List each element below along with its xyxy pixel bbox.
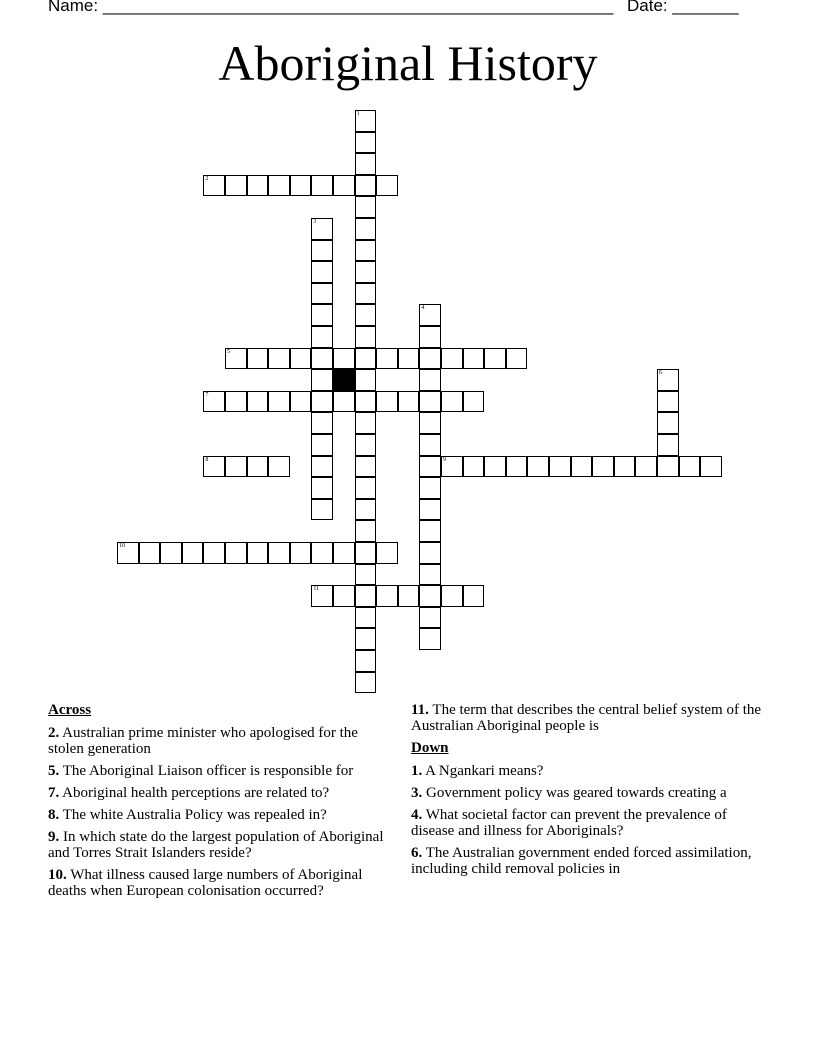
clue: [411, 845, 771, 877]
grid-cell[interactable]: [398, 585, 420, 607]
grid-cell[interactable]: [657, 369, 679, 391]
clue-number: 8.: [48, 807, 60, 823]
grid-cell[interactable]: [311, 304, 333, 326]
grid-cell[interactable]: [376, 585, 398, 607]
grid-cell[interactable]: [355, 585, 377, 607]
grid-cell[interactable]: [592, 456, 614, 478]
clue-number: 10: [119, 543, 125, 549]
grid-cell[interactable]: [355, 369, 377, 391]
grid-cell[interactable]: [355, 304, 377, 326]
grid-cell[interactable]: [225, 175, 247, 197]
clue: [411, 702, 771, 734]
grid-cell[interactable]: [268, 391, 290, 413]
grid-cell[interactable]: [160, 542, 182, 564]
across-heading: Across: [48, 702, 92, 718]
down-clue-list: [411, 763, 771, 877]
grid-cell[interactable]: [376, 175, 398, 197]
clue-text: The Australian government ended forced assimilation, including child removal policies in: [411, 845, 752, 877]
grid-cell[interactable]: [225, 348, 247, 370]
grid-cell[interactable]: [311, 477, 333, 499]
clue-number: 1: [356, 111, 360, 117]
grid-cell[interactable]: [441, 391, 463, 413]
grid-cell[interactable]: [290, 542, 312, 564]
grid-cell[interactable]: [419, 520, 441, 542]
grid-cell[interactable]: [657, 391, 679, 413]
grid-cell[interactable]: [657, 434, 679, 456]
clue-number: 2: [205, 175, 209, 182]
grid-cell[interactable]: [247, 348, 269, 370]
grid-cell[interactable]: [355, 628, 377, 650]
clue-number: 7: [205, 391, 209, 398]
grid-cell[interactable]: [311, 175, 333, 197]
clue: [48, 867, 388, 899]
grid-cell[interactable]: [355, 240, 377, 262]
grid-cell[interactable]: [355, 672, 377, 694]
grid-cell[interactable]: [311, 542, 333, 564]
grid-cell[interactable]: [419, 607, 441, 629]
grid-cell[interactable]: [419, 477, 441, 499]
grid-cell[interactable]: [549, 456, 571, 478]
clue-text: What societal factor can prevent the prevalence of disease and illness for Aboriginals?: [411, 807, 727, 839]
clue-number: 5.: [48, 763, 60, 779]
grid-cell[interactable]: [657, 412, 679, 434]
grid-cell[interactable]: [311, 240, 333, 262]
clue-text: Australian prime minister who apologised for the stolen generation: [48, 725, 358, 757]
grid-cell[interactable]: [355, 520, 377, 542]
grid-cell[interactable]: [355, 434, 377, 456]
grid-cell[interactable]: [311, 369, 333, 391]
grid-cell[interactable]: [657, 456, 679, 478]
clue-number: 11.: [411, 702, 429, 718]
grid-cell[interactable]: [333, 542, 355, 564]
grid-cell[interactable]: [333, 175, 355, 197]
name-field-label[interactable]: Name: ______________________________________________________: [48, 0, 614, 15]
clue-number: 10.: [48, 867, 67, 883]
grid-cell[interactable]: [441, 456, 463, 478]
clue: [48, 763, 388, 779]
clue-text: In which state do the largest population of Aboriginal and Torres Strait Islanders reside?: [48, 829, 384, 861]
clue-text: A Ngankari means?: [422, 763, 544, 779]
grid-cell[interactable]: [203, 175, 225, 197]
grid-cell[interactable]: [419, 348, 441, 370]
grid-cell[interactable]: [182, 542, 204, 564]
grid-cell[interactable]: [355, 499, 377, 521]
clue-text: The term that describes the central belief system of the Australian Aboriginal people is: [411, 702, 762, 734]
grid-cell[interactable]: [311, 585, 333, 607]
clue-number: 6.: [411, 845, 423, 861]
clue: [411, 763, 771, 779]
grid-cell[interactable]: [268, 175, 290, 197]
clue: [48, 829, 388, 861]
grid-cell[interactable]: [247, 391, 269, 413]
clue-number: 4: [421, 305, 425, 312]
grid-cell[interactable]: [311, 218, 333, 240]
clue-number: 2.: [48, 725, 60, 741]
clue: [48, 725, 388, 757]
clue-number: 3: [313, 219, 317, 225]
grid-cell[interactable]: [225, 456, 247, 478]
grid-cell[interactable]: [247, 175, 269, 197]
across-clues: [48, 702, 388, 905]
grid-cell[interactable]: [355, 218, 377, 240]
grid-cell[interactable]: [506, 348, 528, 370]
grid-cell[interactable]: [484, 456, 506, 478]
grid-cell[interactable]: [355, 412, 377, 434]
grid-cell[interactable]: [679, 456, 701, 478]
grid-cell[interactable]: [203, 456, 225, 478]
clue-text: Aboriginal health perceptions are related to?: [59, 785, 330, 801]
grid-cell[interactable]: [311, 499, 333, 521]
grid-cell[interactable]: [311, 434, 333, 456]
grid-cell[interactable]: [441, 348, 463, 370]
grid-cell[interactable]: [333, 348, 355, 370]
grid-cell[interactable]: [268, 348, 290, 370]
grid-cell[interactable]: [355, 283, 377, 305]
grid-cell[interactable]: [635, 456, 657, 478]
grid-cell[interactable]: [268, 456, 290, 478]
grid-cell[interactable]: [419, 542, 441, 564]
across-clue-list: [48, 725, 388, 899]
grid-cell[interactable]: [419, 499, 441, 521]
grid-cell[interactable]: [441, 585, 463, 607]
grid-cell[interactable]: [355, 110, 377, 132]
grid-cell[interactable]: [203, 542, 225, 564]
grid-cell[interactable]: [506, 456, 528, 478]
clue-number: 9.: [48, 829, 60, 845]
clue-number: 4.: [411, 807, 423, 823]
clue-text: The white Australia Policy was repealed in?: [59, 807, 327, 823]
clue-number: 9: [443, 456, 446, 463]
clue-text: What illness caused large numbers of Aboriginal deaths when European colonisation occurred?: [48, 867, 363, 899]
clue-number: 6: [659, 370, 662, 377]
grid-cell[interactable]: [376, 391, 398, 413]
grid-cell[interactable]: [203, 391, 225, 413]
grid-cell[interactable]: [419, 434, 441, 456]
grid-cell[interactable]: [355, 564, 377, 586]
grid-cell[interactable]: [117, 542, 139, 564]
grid-cell[interactable]: [355, 542, 377, 564]
grid-cell[interactable]: [484, 348, 506, 370]
grid-cell[interactable]: [355, 261, 377, 283]
grid-cell[interactable]: [290, 348, 312, 370]
grid-cell[interactable]: [398, 348, 420, 370]
grid-cell[interactable]: [355, 153, 377, 175]
black-square: [333, 369, 355, 391]
grid-cell[interactable]: [419, 412, 441, 434]
grid-cell[interactable]: [355, 348, 377, 370]
grid-cell[interactable]: [419, 585, 441, 607]
clue-number: 5: [227, 348, 230, 355]
grid-cell[interactable]: [139, 542, 161, 564]
grid-cell[interactable]: [419, 369, 441, 391]
grid-cell[interactable]: [333, 391, 355, 413]
grid-cell[interactable]: [311, 326, 333, 348]
grid-cell[interactable]: [419, 628, 441, 650]
grid-cell[interactable]: [398, 391, 420, 413]
grid-cell[interactable]: [311, 456, 333, 478]
grid-cell[interactable]: [419, 564, 441, 586]
grid-cell[interactable]: [463, 456, 485, 478]
clue: [411, 807, 771, 839]
grid-cell[interactable]: [419, 304, 441, 326]
grid-cell[interactable]: [527, 456, 549, 478]
grid-cell[interactable]: [290, 391, 312, 413]
grid-cell[interactable]: [463, 585, 485, 607]
grid-cell[interactable]: [463, 348, 485, 370]
grid-cell[interactable]: [355, 477, 377, 499]
grid-cell[interactable]: [571, 456, 593, 478]
grid-cell[interactable]: [463, 391, 485, 413]
clue: [411, 785, 771, 801]
grid-cell[interactable]: [376, 348, 398, 370]
across-clue-list-continued: [411, 702, 771, 734]
down-heading: Down: [411, 740, 449, 756]
clue-number: 8: [205, 456, 209, 463]
date-field-label[interactable]: Date: _______: [627, 0, 739, 15]
grid-cell[interactable]: [290, 175, 312, 197]
grid-cell[interactable]: [355, 607, 377, 629]
clue-number: 3.: [411, 785, 423, 801]
grid-cell[interactable]: [376, 542, 398, 564]
clue-text: Government policy was geared towards creating a: [422, 785, 727, 801]
grid-cell[interactable]: [311, 391, 333, 413]
clue-number: 11: [313, 586, 320, 593]
clue: [48, 785, 388, 801]
grid-cell[interactable]: [614, 456, 636, 478]
grid-cell[interactable]: [247, 542, 269, 564]
grid-cell[interactable]: [419, 456, 441, 478]
grid-cell[interactable]: [700, 456, 722, 478]
grid-cell[interactable]: [355, 456, 377, 478]
clue-number: 1.: [411, 763, 423, 779]
grid-cell[interactable]: [225, 542, 247, 564]
clues-right-column: [411, 702, 771, 883]
clue-number: 7.: [48, 785, 60, 801]
grid-cell[interactable]: [311, 348, 333, 370]
grid-cell[interactable]: [355, 175, 377, 197]
grid-cell[interactable]: [247, 456, 269, 478]
grid-cell[interactable]: [333, 585, 355, 607]
grid-cell[interactable]: [225, 391, 247, 413]
grid-cell[interactable]: [268, 542, 290, 564]
grid-cell[interactable]: [355, 650, 377, 672]
grid-cell[interactable]: [419, 326, 441, 348]
grid-cell[interactable]: [355, 326, 377, 348]
grid-cell[interactable]: [355, 196, 377, 218]
grid-cell[interactable]: [355, 391, 377, 413]
grid-cell[interactable]: [419, 391, 441, 413]
grid-cell[interactable]: [311, 261, 333, 283]
clue: [48, 807, 388, 823]
clue-text: The Aboriginal Liaison officer is responsible for: [59, 763, 354, 779]
grid-cell[interactable]: [355, 132, 377, 154]
grid-cell[interactable]: [311, 412, 333, 434]
grid-cell[interactable]: [311, 283, 333, 305]
page-title: Aboriginal History: [218, 35, 598, 91]
